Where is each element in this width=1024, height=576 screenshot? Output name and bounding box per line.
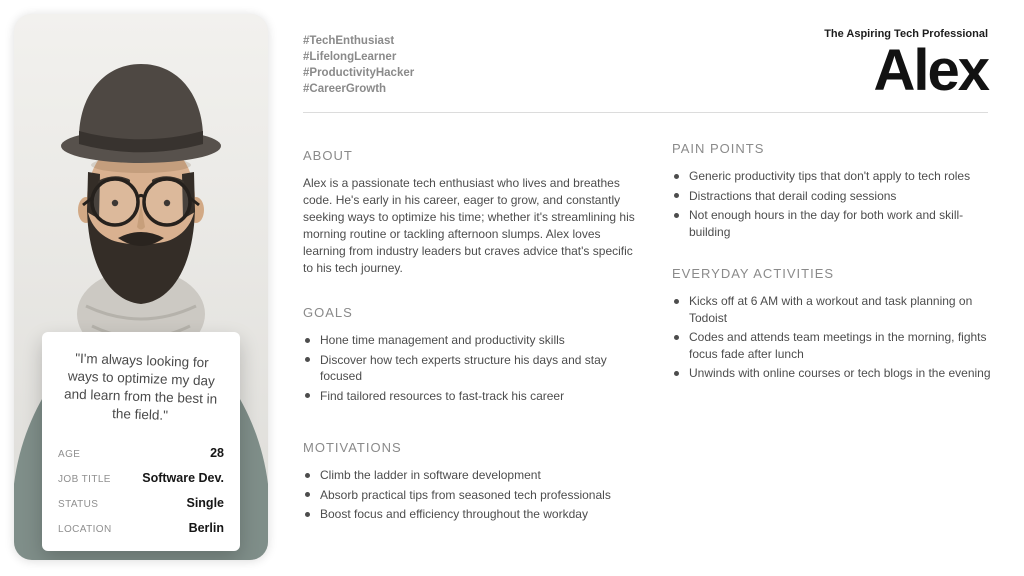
- stat-label: LOCATION: [58, 524, 112, 535]
- stat-row-status: [58, 496, 224, 510]
- persona-role: The Aspiring Tech Professional: [824, 28, 988, 40]
- stat-value: Single: [186, 496, 224, 510]
- quote-stats-panel: [42, 332, 240, 551]
- middle-column: [303, 33, 639, 523]
- stat-value: Software Dev.: [142, 471, 224, 485]
- hashtag: #CareerGrowth: [303, 83, 387, 95]
- list-item: Distractions that derail coding sessions: [672, 188, 992, 205]
- list-item: Climb the ladder in software development: [303, 467, 639, 484]
- persona-name: Alex: [873, 38, 988, 103]
- list-item: Hone time management and productivity skills: [303, 332, 639, 349]
- list-item: Generic productivity tips that don't apply to tech roles: [672, 168, 992, 185]
- list-item: Absorb practical tips from seasoned tech professionals: [303, 487, 639, 504]
- stat-row-job-title: [58, 471, 224, 485]
- list-item: Kicks off at 6 AM with a workout and task planning on Todoist: [672, 293, 992, 326]
- list-item: Discover how tech experts structure his days and stay focused: [303, 352, 639, 385]
- section-motivations: [303, 440, 639, 523]
- section-title-activities: EVERYDAY ACTIVITIES: [672, 266, 835, 281]
- list-item: Codes and attends team meetings in the morning, fights focus fade after lunch: [672, 329, 992, 362]
- section-title-goals: GOALS: [303, 305, 353, 320]
- list-item: Not enough hours in the day for both work and skill-building: [672, 207, 992, 240]
- hashtag: #TechEnthusiast: [303, 35, 395, 47]
- hashtag: #ProductivityHacker: [303, 67, 415, 79]
- persona-quote: "I'm always looking for ways to optimize my day and learn from the best in the field.": [63, 350, 218, 423]
- profile-photo-card: [14, 14, 268, 560]
- section-title-motivations: MOTIVATIONS: [303, 440, 402, 455]
- stat-label: JOB TITLE: [58, 474, 111, 485]
- stat-row-location: [58, 521, 224, 535]
- list-item: Find tailored resources to fast-track his career: [303, 388, 639, 405]
- stat-row-age: [58, 446, 224, 460]
- stat-value: 28: [210, 446, 224, 460]
- hashtag: #LifelongLearner: [303, 51, 397, 63]
- about-text: Alex is a passionate tech enthusiast who lives and breathes code. He's early in his career, eager to grow, and constantly seeking ways to optimize his time; whether it's streamlining his morning routine or tackling afternoon slumps. Alex loves learning from industry leaders but craves advice that's specific to his tech journey.: [303, 176, 635, 275]
- stat-value: Berlin: [188, 521, 224, 535]
- stat-label: AGE: [58, 449, 81, 460]
- list-item: Unwinds with online courses or tech blogs in the evening: [672, 365, 992, 382]
- section-title-about: ABOUT: [303, 148, 353, 163]
- motivations-list: [303, 467, 639, 523]
- pain-points-list: [672, 168, 992, 240]
- stat-label: STATUS: [58, 499, 99, 510]
- section-pain-points: [672, 141, 992, 240]
- stats-list: [58, 446, 224, 535]
- persona-header: [824, 28, 988, 103]
- hashtag-list: [303, 33, 639, 97]
- activities-list: [672, 293, 992, 382]
- section-activities: [672, 266, 992, 382]
- section-title-pain-points: PAIN POINTS: [672, 141, 765, 156]
- goals-list: [303, 332, 639, 404]
- section-about: [303, 148, 639, 277]
- section-goals: [303, 305, 639, 404]
- list-item: Boost focus and efficiency throughout the workday: [303, 506, 639, 523]
- right-column: [672, 141, 992, 382]
